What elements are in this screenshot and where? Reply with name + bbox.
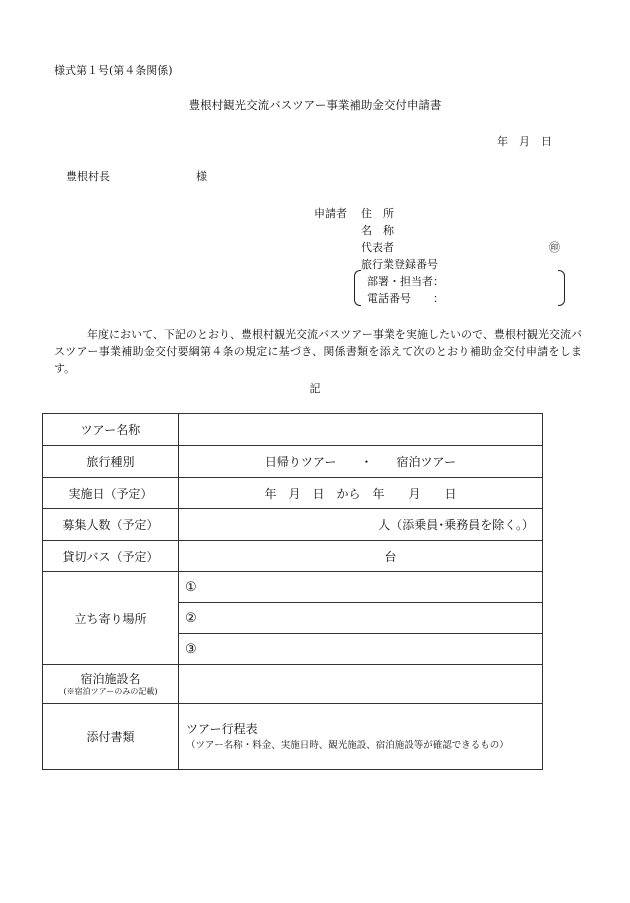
bus-label: 貸切バス（予定） [43,541,179,572]
stop-field-1[interactable]: ① [179,572,543,603]
table-row [43,446,543,478]
travel-type-label: 旅行種別 [43,446,179,478]
ki-heading: 記 [309,382,321,395]
attachment-main: ツアー行程表 [186,722,258,736]
attachments-label: 添付書類 [43,704,179,770]
participants-field[interactable]: 人（添乗員･乗務員を除く。） [179,509,543,541]
stop-field-3[interactable]: ③ [179,634,543,665]
table-row [43,478,543,509]
date-line: 年 月 日 [497,135,552,148]
tour-name-field[interactable] [179,414,543,446]
representative-label: 代表者 [361,241,394,254]
left-bracket [354,270,361,306]
tour-name-label: ツアー名称 [43,414,179,446]
date-field[interactable]: 年 月 日 から 年 月 日 [179,478,543,509]
table-row [43,704,543,770]
attachment-note: （ツアー名称・料金、実施日時、観光施設、宿泊施設等が確認できるもの） [186,740,509,751]
lodging-label-cell [43,665,179,704]
participants-label: 募集人数（予定） [43,509,179,541]
stops-label: 立ち寄り場所 [43,572,179,665]
registration-label: 旅行業登録番号 [361,258,438,271]
right-bracket [558,270,565,306]
travel-type-field[interactable]: 日帰りツアー ・ 宿泊ツアー [179,446,543,478]
applicant-label: 申請者 [314,207,347,220]
table-row [43,541,543,572]
department-label: 部署・担当者： [367,275,444,288]
lodging-field[interactable] [179,665,543,704]
stop-field-2[interactable]: ② [179,603,543,634]
date-label: 実施日（予定） [43,478,179,509]
table-row [43,665,543,704]
name-label: 名 称 [361,224,394,237]
honorific: 様 [196,170,207,183]
phone-label: 電話番号 ： [367,292,444,305]
seal-mark: ㊞ [549,241,560,254]
address-label: 住 所 [361,207,394,220]
document-title: 豊根村観光交流バスツアー事業補助金交付申請書 [188,98,442,112]
attachments-cell [179,704,543,770]
addressee: 豊根村長 [66,170,110,183]
lodging-label: 宿泊施設名 [80,671,141,686]
form-number: 様式第１号(第４条関係) [54,64,173,77]
table-row [43,572,543,603]
table-row [43,509,543,541]
bus-field[interactable]: 台 [179,541,543,572]
lodging-note: (※宿泊ツアーのみの記載) [63,686,158,696]
table-row [43,414,543,446]
application-table [42,413,543,770]
body-paragraph: 年度において、下記のとおり、豊根村観光交流バスツアー事業を実施したいので、豊根村観光交流バスツアー事業補助金交付要綱第４条の規定に基づき、関係書類を添えて次のとおり補助金交付申請をします。 [54,328,582,375]
